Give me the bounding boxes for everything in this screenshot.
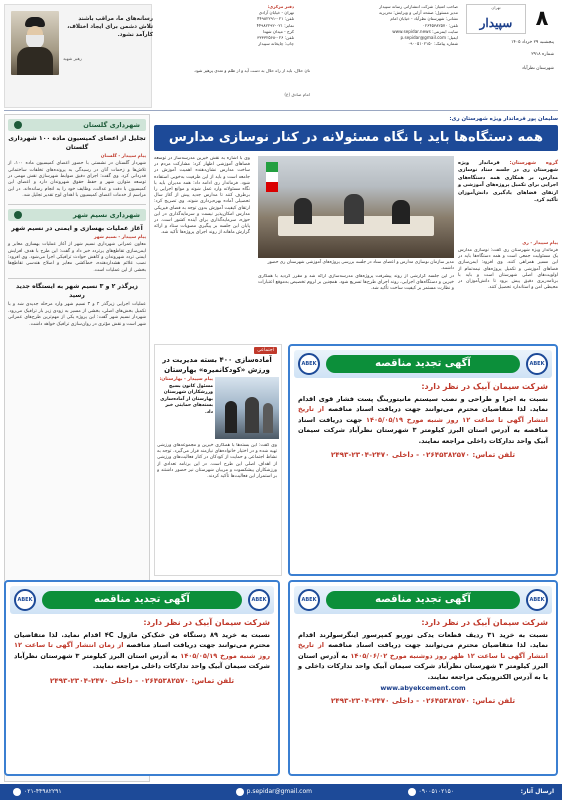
phone-number: ۰۲۱-۴۴۹۸۲۲۹۱ (24, 788, 62, 795)
ad-company-name: شرکت سیمان آبیک در نظر دارد: (143, 618, 270, 627)
ad-line: نسبت به خرید ۳۱ ردیف قطعات یدکی توربو کمپرسور اینگرسولرند اقدام نماید. (298, 631, 549, 650)
hadith-source: امام صادق (ع) (284, 92, 310, 97)
section-header-golestan (8, 119, 146, 131)
ad-deadline: از تاریخ انتشار آگهی تا ساعت ۱۲ روز شنبه مورخ ۱۴۰۵/۰۵/۱۹ (298, 405, 549, 424)
sms-icon (408, 788, 416, 796)
hadith-quote: نان حلال، باید از راه حلال به دست آید و از ظلم و تعدی پرهیز شود. (193, 68, 310, 73)
sidebar-body: شهردار گلستان در نشستی با حضور اعضای کمیسیون ماده ۱۰۰، از تلاش‌ها و زحمات آنان در رسیدگی به پرونده‌های تخلفات ساختمانی قدردانی کرد. وی گفت: اجرای دقیق ضوابط شهرسازی نقش مهمی در توسعه متوازن شهر و حفظ حقوق شهروندان دارد و اعضای این کمیسیون با دقت و عدالت، وظایف خود را به انجام رسانده‌اند. در این مراسم از خدمات اعضای کمیسیون با اهدای لوح تقدیر تجلیل شد. (8, 161, 146, 199)
article-body-column: در این جلسه گزارشی از روند پیشرفت پروژه‌های مدرسه‌سازی ارائه شد و مقرر گردید با همکاری خیرین و دستگاه‌های اجرایی، روند اجرای طرح‌ها تسریع شود. همچنین بر لزوم تخصیص به‌موقع اعتبارات و نظارت مستمر بر کیفیت ساخت تأکید شد. (258, 274, 454, 292)
publisher-line: نشانی: شهرستان نظرآباد - خیابان امام (390, 16, 458, 22)
email-icon (236, 788, 244, 796)
photo-caption: مدیر سازمان نوسازی مدارس و اعضای ستاد در جلسه بررسی پروژه‌های آموزشی شهرستان ری حضور داشتند. (267, 260, 454, 271)
ad-header (294, 586, 552, 614)
company-logo-icon: ABEK (526, 589, 548, 611)
ad-deadline: از تاریخ انتشار آگهی تا ساعت ۱۲ ظهر روز دوشنبه مورخ ۱۴۰۵/۰۶/۰۲ (298, 641, 549, 660)
leader-quote: رسانه‌های ما، مراقب باشند تلاش دشمن برای ایجاد اختلاف، کارآمد نشود. (67, 16, 153, 38)
office-heading: دفتر مرکزی: (267, 4, 294, 9)
publisher-line: مدیر مسئول: صفحه آرایی و ویرایش: تحریریه (378, 10, 458, 16)
logo-subtitle: تهران (491, 5, 501, 10)
article-kicker: سلیمان پور فرماندار ویژه شهرستان ری: (449, 116, 558, 122)
article-body-column: وی با اشاره به نقش خیرین مدرسه‌ساز در توسعه فضاهای آموزشی اظهار کرد: مشارکت مردم در ساخت مدارس نشان‌دهنده اهمیت آموزش در جامعه است و باید از این ظرفیت به‌خوبی استفاده شود. فرماندار ری ادامه داد: همه مدیران باید با نگاه مسئولانه وارد عمل شوند و موانع اجرایی را برطرف کنند تا مدارس جدید پیش از آغاز سال تحصیلی آماده بهره‌برداری شوند. وی تصریح کرد: ارتقای کیفیت آموزش بدون توجه به فضای فیزیکی مدارس امکان‌پذیر نیست و سرمایه‌گذاری در این حوزه، سرمایه‌گذاری برای آینده کشور است. در پایان این جلسه بر پیگیری مصوبات ستاد و ارائه گزارش ماهانه از روند اجرای پروژه‌ها تأکید شد. (154, 156, 250, 236)
header-divider (4, 110, 558, 111)
sidebar-byline: پیام سپیدار - نسیم شهر (93, 235, 146, 241)
sidebar-headline[interactable]: زیرگذر ۲ و ۳ نسیم شهر به ایستگاه جدید رسید (16, 283, 138, 299)
page-number: ۸ (535, 6, 549, 30)
main-article[interactable] (154, 114, 558, 338)
ad-banner: آگهی تجدید مناقصه (326, 355, 520, 373)
publisher-line: شماره پیامک: ۰۹۰۰۵۱۰۲۱۵۰ (408, 41, 458, 47)
publisher-info (298, 4, 458, 47)
sidebar-divider (8, 204, 146, 205)
office-line: کرج - میدان شهدا (262, 28, 294, 34)
ad-body (14, 630, 270, 672)
sidebar-body: عملیات اجرایی زیرگذر ۲ و ۳ نسیم شهر وارد مرحله جدیدی شد و با تکمیل بخش‌های اصلی، بخشی از مسیر به زودی زیر بار ترافیک می‌رود. شهردار نسیم شهر گفت: این پروژه یکی از مهم‌ترین طرح‌های عمرانی شهر است و نقش مؤثری در روان‌سازی ترافیک خواهد داشت. (8, 302, 146, 327)
footer-label: ارسال آثار: (520, 788, 554, 795)
ad-banner: آگهی تجدید مناقصه (326, 591, 520, 609)
ad-website-link[interactable]: www.abyekcement.com (380, 684, 466, 693)
company-logo-icon: ABEK (248, 589, 270, 611)
office-line: چاپ: چاپخانه سپیدار (258, 41, 294, 47)
section-header-nasim (8, 209, 146, 221)
ad-phone[interactable]: تلفن تماس: ۰۲۶۴۵۳۸۲۵۷۰ - داخلی ۲۴۷۰-۲۳۰۴-۲۴۹۳ (330, 696, 516, 706)
ad-company-name: شرکت سیمان آبیک در نظر دارد: (421, 618, 548, 627)
footer-email[interactable] (233, 784, 312, 800)
issue-date: پنجشنبه ۲۹ خرداد ۱۴۰۵ (511, 40, 554, 45)
ad-company-name: شرکت سیمان آبیک در نظر دارد: (421, 382, 548, 391)
issue-city: شهرستان نظرآباد (521, 66, 554, 71)
phone-icon (13, 788, 21, 796)
ad-line: به آدرس استان البرز کیلومتر ۳ شهرستان نظرآباد شرکت سیمان آبیک واحد تدارکات داخلی مراجعه نمایند. (14, 651, 270, 671)
ad-header (294, 350, 552, 378)
article-byline: پیام سپیدار - ری (522, 241, 558, 246)
municipality-emblem-icon (14, 211, 22, 219)
footer-bar (0, 784, 562, 800)
ad-phone[interactable]: تلفن تماس: ۰۲۶۴۵۳۸۲۵۷۰ - داخلی ۲۴۷۰-۲۳۰۴-۲۴۹۳ (330, 450, 516, 460)
masthead (0, 0, 562, 110)
ad-line: لذا متقاضیان محترم می‌توانند جهت دریافت اسناد مناقصه (328, 405, 526, 414)
sidebar-divider (8, 278, 146, 279)
article-lead-label: گروه شهرستان: (509, 160, 558, 166)
article-lead (157, 377, 213, 417)
ad-deadline: از زمان انتشار آگهی تا ساعت ۱۲ روز شنبه مورخ ۱۴۰۵/۰۵/۱۹ (14, 641, 271, 660)
article-headline[interactable]: آماده‌سازی ۴۰۰ بسته مدیریت در ورزش «کودکانمیره» بهارستان (162, 356, 272, 374)
sidebar-byline: پیام سپیدار - گلستان (100, 154, 146, 160)
ad-phone[interactable]: تلفن تماس: ۰۲۶۴۵۳۸۲۵۷۰ - داخلی ۲۴۷۰-۲۳۰۴-۲۴۹۳ (49, 675, 235, 685)
ad-line: نسبت به خرید ۸۹ دستگاه فن خنک‌کن ماژول ۴C اقدام نماید. (61, 631, 271, 639)
ad-line: به آدرس استان البرز کیلومتر ۳ شهرستان نظرآباد شرکت سیمان آبیک واحد تدارکات داخلی و یا به آدرس الکترونیکی مراجعه نمایند. (298, 651, 548, 681)
ad-line: لذا متقاضیان محترم می‌توانند جهت دریافت اسناد مناقصه (328, 641, 526, 650)
email-address: p.sepidar@gmail.com (246, 788, 312, 795)
publisher-line: تلفن: ۰۲۶۴۵۳۸۲۵۷۰ (422, 22, 458, 28)
sms-number: ۰۹۰۰۵۱۰۲۱۵۰ (418, 788, 454, 795)
sidebar-headline[interactable]: تجلیل از اعضای کمیسیون ماده ۱۰۰ شهرداری گلستان (8, 135, 146, 151)
leader-quote-signature: رهبر شهید (63, 57, 82, 62)
email-link[interactable]: ایمیل: p.sepidar@gmail.com (400, 35, 458, 41)
leader-quote-box (4, 4, 152, 108)
office-line: تلفن: ۰۲۶-۳۳۳۳۲۵۶۸ (257, 35, 294, 41)
ad-line: لذا متقاضیان محترم می‌توانند جهت دریافت اسناد مناقصه (14, 631, 271, 650)
office-line: تلفن: ۰۲۱-۴۴۹۸۲۲۹۱ (257, 16, 294, 22)
section-header-label: شهرداری گلستان (83, 121, 140, 129)
tender-ad-monitoring[interactable] (288, 344, 558, 576)
article-lead-text: فرماندار ویژه شهرستان ری در جلسه ستاد نوسازی مدارس، بر همکاری همه دستگاه‌های اجرایی برای تکمیل پروژه‌های آموزشی و ارتقای فضاهای یادگیری دانش‌آموزان تأکید کرد. (458, 160, 558, 204)
article-lead-label: پیام سپیدار - بهارستان: (159, 377, 213, 382)
company-logo-icon: ABEK (526, 353, 548, 375)
social-article[interactable] (154, 344, 282, 576)
ad-line: نسبت به اجرا و طراحی و نصب سیستم مانیتورینگ پست فشار قوی اقدام نماید. (298, 395, 548, 414)
footer-phone[interactable] (10, 784, 62, 800)
newspaper-logo[interactable] (466, 4, 526, 34)
company-logo-icon: ABEK (298, 353, 320, 375)
article-photo[interactable] (215, 377, 279, 439)
ad-header (10, 586, 274, 614)
municipality-emblem-icon (14, 121, 22, 129)
office-line: تهران - خیابان آزادی (258, 10, 294, 16)
footer-sms[interactable] (405, 784, 454, 800)
office-info (174, 4, 294, 47)
company-logo-icon: ABEK (14, 589, 36, 611)
article-photo[interactable] (258, 156, 454, 258)
company-logo-icon: ABEK (298, 589, 320, 611)
office-line: نمابر: ۰۲۱-۴۴۹۸۲۲۹۲ (256, 22, 294, 28)
issue-number: شماره ۲۹۱۸ (531, 52, 554, 57)
logo-title: سپیدار (479, 16, 513, 30)
article-lead-text: مسئول کانون بسیج ورزشکاران شهرستان بهارستان از آماده‌سازی بسته‌های حمایتی خبر داد. (160, 383, 213, 415)
ad-line: جهت دریافت اسناد مناقصه به آدرس استان البرز کیلومتر ۳ شهرستان نظرآباد شرکت سیمان آبیک واحد تدارکات داخلی مراجعه نمایند. (298, 415, 548, 445)
ad-body (298, 394, 548, 446)
article-body-column: فرماندار ویژه شهرستان ری گفت: نوسازی مدارس یک مسئولیت جمعی است و همه دستگاه‌ها باید در این مسیر همراهی کنند. وی افزود: ایمن‌سازی فضاهای آموزشی و تکمیل پروژه‌های نیمه‌تمام از اولویت‌های اصلی شهرستان است و باید با برنامه‌ریزی دقیق پیش برود تا دانش‌آموزان در محیطی امن و استاندارد تحصیل کنند. (458, 248, 558, 291)
sidebar-body: معاون عمرانی شهرداری نسیم شهر از آغاز عملیات بهسازی معابر و ایمن‌سازی تقاطع‌های پرتردد خبر داد و گفت: این طرح با هدف افزایش ایمنی تردد شهروندان و کاهش حوادث ترافیکی اجرا می‌شود. وی افزود: نصب علائم هشداردهنده، خط‌کشی معابر و اصلاح هندسی تقاطع‌ها بخشی از این عملیات است. (8, 242, 146, 273)
website-link[interactable]: سایت اینترنتی: www.sepidar.news (392, 28, 458, 34)
tender-ad-spare-parts[interactable] (288, 580, 558, 776)
article-body: وی گفت: این بسته‌ها با همکاری خیرین و مجموعه‌های ورزشی تهیه شده و در اختیار خانواده‌های نیازمند قرار می‌گیرد. توجه به نشاط اجتماعی و حمایت از کودکان در کنار فعالیت‌های ورزشی از اهداف اصلی این طرح است. در این برنامه تعدادی از ورزشکاران پیشکسوت و مربیان شهرستان نیز حضور داشتند و بر استمرار این فعالیت‌ها تأکید کردند. (157, 443, 277, 480)
sidebar-headline[interactable]: آغاز عملیات بهسازی و ایمنی در نسیم شهر (11, 224, 143, 232)
leader-portrait (11, 11, 59, 75)
ad-banner: آگهی تجدید مناقصه (42, 591, 242, 609)
ad-body (298, 630, 548, 682)
article-lead (458, 160, 558, 204)
section-header-label: شهرداری نسیم شهر (73, 210, 140, 219)
article-headline[interactable]: همه دستگاه‌ها باید با نگاه مسئولانه در کنار نوسازی مدارس (154, 125, 558, 151)
tender-ad-fans[interactable] (4, 580, 280, 776)
publisher-line: صاحب امتیاز: شرکت انتشاراتی رسانه سپیدار (379, 4, 458, 9)
section-tag: اجتماعی (254, 347, 277, 354)
